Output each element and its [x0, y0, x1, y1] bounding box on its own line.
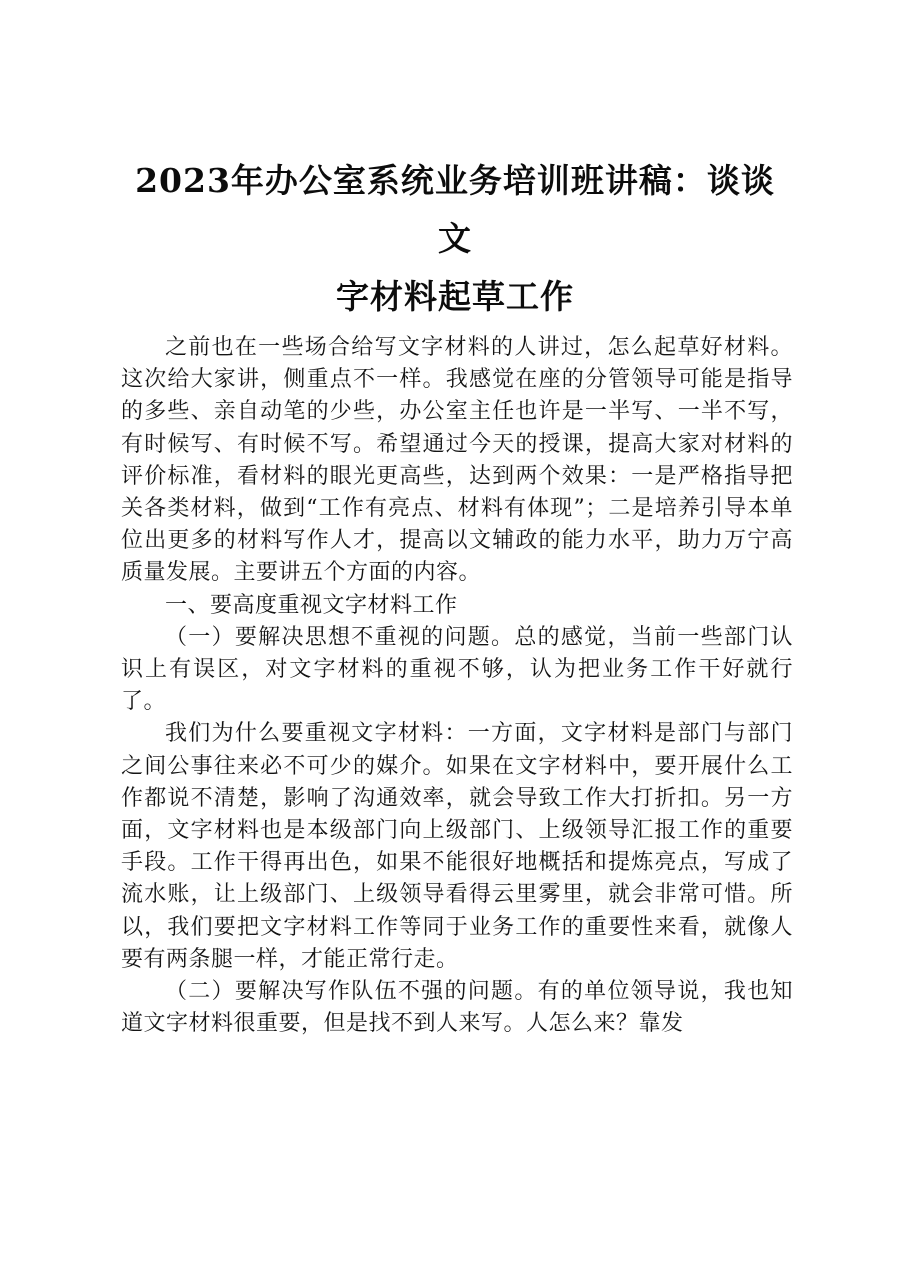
paragraph-point-1: （一）要解决思想不重视的问题。总的感觉，当前一些部门认识上有误区，对文字材料的重视不够，认为把业务工作干好就行了。	[121, 624, 793, 715]
paragraph-intro: 之前也在一些场合给写文字材料的人讲过，怎么起草好材料。这次给大家讲，侧重点不一样。我感觉在座的分管领导可能是指导的多些、亲自动笔的少些，办公室主任也许是一半写、一半不写，有时候写、有时候不写。希望通过今天的授课，提高大家对材料的评价标准，看材料的眼光更高些，达到两个效果：一是严格指导把关各类材料，做到“工作有亮点、材料有体现”；二是培养引导本单位出更多的材料写作人才，提高以文辅政的能力水平，助力万宁高质量发展。主要讲五个方面的内容。	[121, 335, 793, 586]
title-line-1: 2023年办公室系统业务培训班讲稿：谈谈文	[135, 161, 775, 258]
document-title	[120, 152, 790, 326]
paragraph-point-2: （二）要解决写作队伍不强的问题。有的单位领导说，我也知道文字材料很重要，但是找不到人来写。人怎么来？靠发	[121, 979, 793, 1037]
title-line-2: 字材料起草工作	[336, 277, 574, 316]
paragraph-reasons: 我们为什么要重视文字材料：一方面，文字材料是部门与部门之间公事往来必不可少的媒介。如果在文字材料中，要开展什么工作都说不清楚，影响了沟通效率，就会导致工作大打折扣。另一方面，文字材料也是本级部门向上级部门、上级领导汇报工作的重要手段。工作干得再出色，如果不能很好地概括和提炼亮点，写成了流水账，让上级部门、上级领导看得云里雾里，就会非常可惜。所以，我们要把文字材料工作等同于业务工作的重要性来看，就像人要有两条腿一样，才能正常行走。	[121, 721, 793, 972]
document-body	[121, 332, 793, 1040]
section-heading-1: 一、要高度重视文字材料工作	[165, 592, 458, 618]
